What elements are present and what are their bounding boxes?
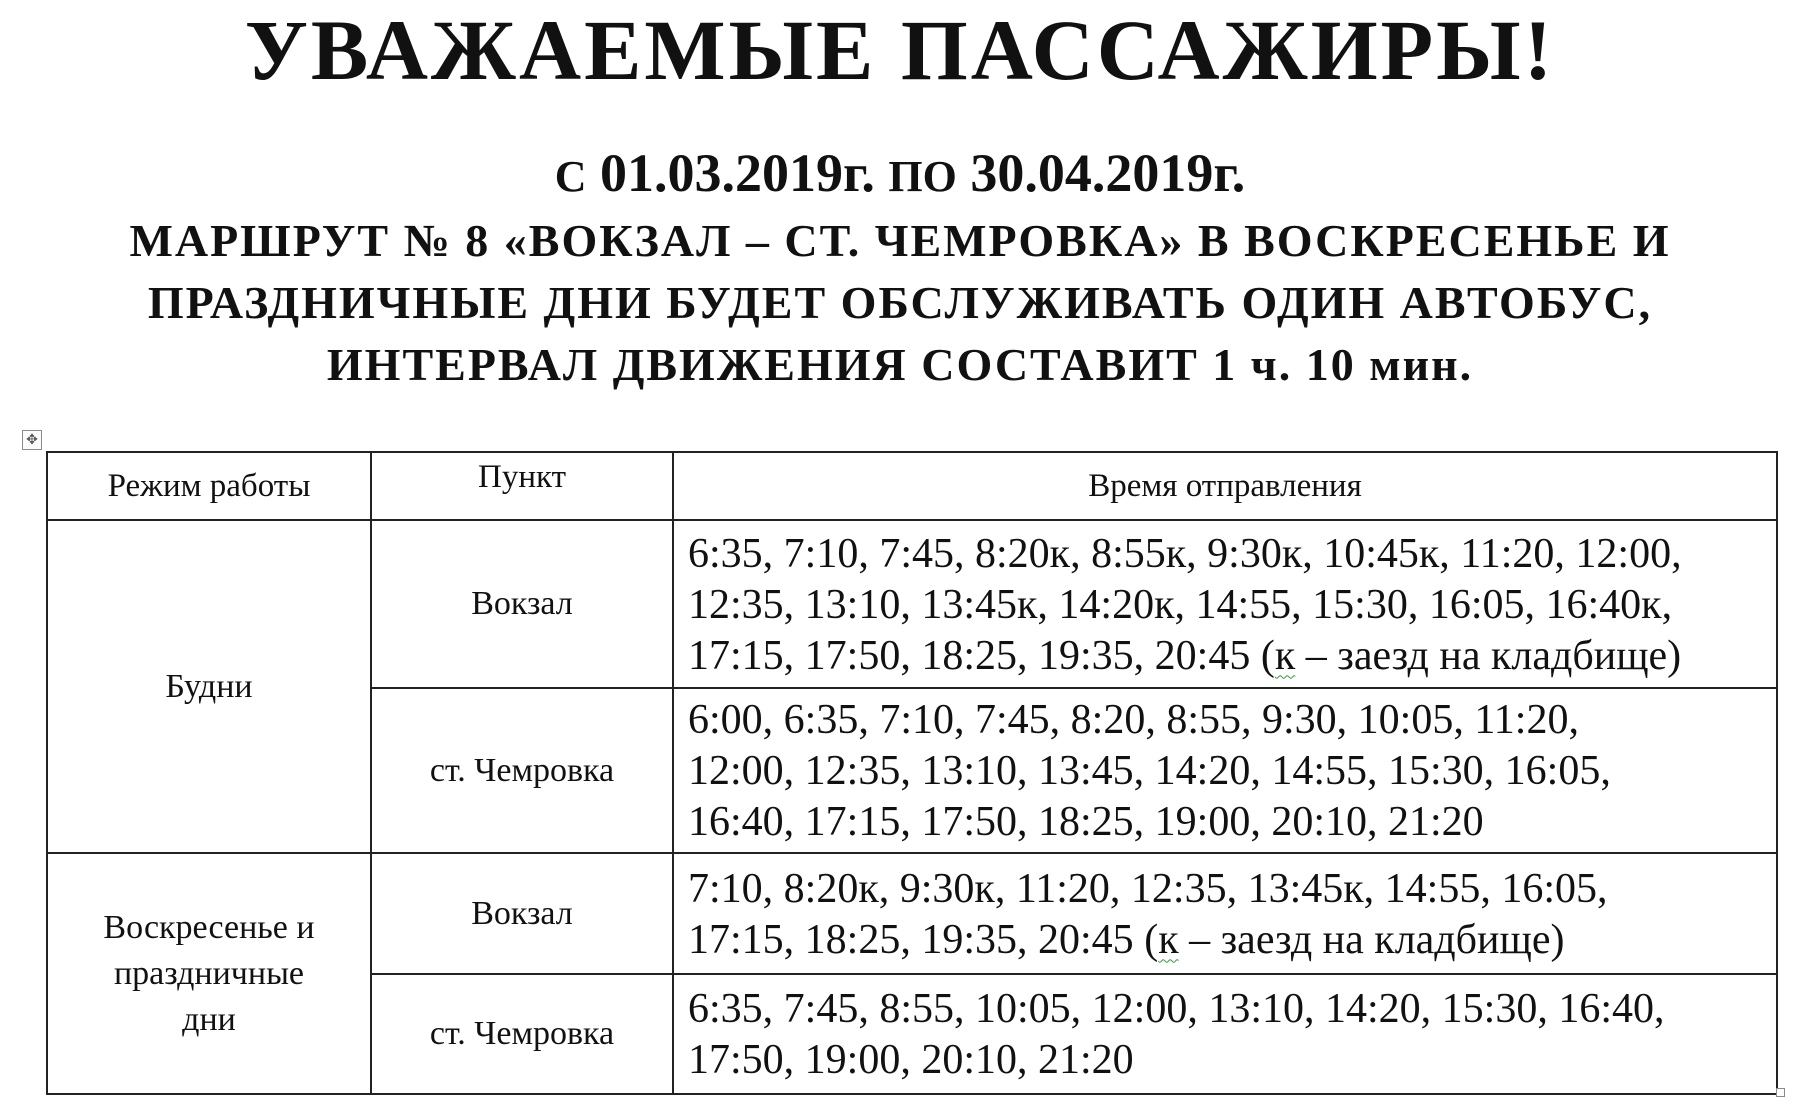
header-mode: Режим работы bbox=[47, 452, 371, 520]
table-header-row bbox=[47, 452, 1777, 520]
mode-label: Воскресенье и bbox=[103, 908, 315, 946]
times-line: 6:35, 7:10, 7:45, 8:20к, 8:55к, 9:30к, 10:45к, 11:20, 12:00, bbox=[688, 530, 1682, 577]
mode-cell-holidays bbox=[47, 853, 371, 1094]
period-to-date: 30.04.2019г. bbox=[970, 143, 1246, 203]
point-cell: Вокзал bbox=[371, 520, 673, 688]
note-open: ( bbox=[1144, 916, 1159, 963]
note-text: – заезд на кладбище) bbox=[1178, 916, 1565, 963]
times-line: 6:35, 7:45, 8:55, 10:05, 12:00, 13:10, 14:20, 15:30, 16:40, bbox=[688, 986, 1665, 1032]
point-cell: Вокзал bbox=[371, 853, 673, 974]
resize-square-icon[interactable] bbox=[1776, 1088, 1785, 1097]
period-to-prefix: ПО bbox=[888, 152, 957, 201]
departure-times-cell bbox=[673, 974, 1777, 1094]
move-cross-icon[interactable]: ✥ bbox=[22, 430, 42, 450]
point-cell: ст. Чемровка bbox=[371, 974, 673, 1094]
times-line-text: 17:15, 18:25, 19:35, 20:45 bbox=[688, 916, 1134, 963]
period-from-date: 01.03.2019г. bbox=[599, 143, 875, 203]
table-row bbox=[47, 520, 1777, 688]
notice-line: ИНТЕРВАЛ ДВИЖЕНИЯ СОСТАВИТ 1 ч. 10 мин. bbox=[326, 339, 1474, 390]
header-point: Пункт bbox=[371, 452, 673, 520]
times-line: 16:40, 17:15, 17:50, 18:25, 19:00, 20:10, 21:20 bbox=[688, 799, 1484, 845]
mode-label: праздничные bbox=[113, 954, 305, 992]
mode-label: Будни bbox=[165, 667, 253, 705]
period-from-prefix: С bbox=[554, 152, 587, 201]
note-open: ( bbox=[1260, 632, 1275, 679]
times-line bbox=[688, 631, 1772, 682]
note-marker: к bbox=[1158, 916, 1179, 963]
page-title: УВАЖАЕМЫЕ ПАССАЖИРЫ! bbox=[244, 2, 1556, 98]
mode-cell-weekdays bbox=[47, 520, 371, 853]
route-notice bbox=[40, 210, 1760, 396]
times-line: 12:35, 13:10, 13:45к, 14:20к, 14:55, 15:30, 16:05, 16:40к, bbox=[688, 581, 1673, 628]
times-line: 12:00, 12:35, 13:10, 13:45, 14:20, 14:55, 15:30, 16:05, bbox=[688, 748, 1611, 794]
departure-times-cell bbox=[673, 688, 1777, 853]
note-marker: к bbox=[1274, 632, 1296, 679]
departure-times-cell bbox=[673, 520, 1777, 688]
table-row bbox=[47, 853, 1777, 974]
times-line-text: 17:15, 17:50, 18:25, 19:35, 20:45 bbox=[688, 632, 1251, 679]
departure-times-cell bbox=[673, 853, 1777, 974]
schedule-table bbox=[46, 451, 1778, 1095]
note-text: – заезд на кладбище) bbox=[1295, 632, 1682, 679]
times-line bbox=[688, 915, 1772, 966]
point-cell: ст. Чемровка bbox=[371, 688, 673, 853]
notice-line: МАРШРУТ № 8 «ВОКЗАЛ – СТ. ЧЕМРОВКА» В ВОСКРЕСЕНЬЕ И bbox=[129, 215, 1671, 266]
mode-label: дни bbox=[182, 1000, 236, 1038]
times-line: 17:50, 19:00, 20:10, 21:20 bbox=[688, 1037, 1134, 1083]
times-line: 6:00, 6:35, 7:10, 7:45, 8:20, 8:55, 9:30, 10:05, 11:20, bbox=[688, 697, 1579, 743]
header-departure: Время отправления bbox=[673, 452, 1777, 520]
times-line: 7:10, 8:20к, 9:30к, 11:20, 12:35, 13:45к, 14:55, 16:05, bbox=[688, 865, 1608, 912]
validity-period bbox=[0, 140, 1800, 210]
notice-line: ПРАЗДНИЧНЫЕ ДНИ БУДЕТ ОБСЛУЖИВАТЬ ОДИН АВТОБУС, bbox=[147, 277, 1653, 328]
